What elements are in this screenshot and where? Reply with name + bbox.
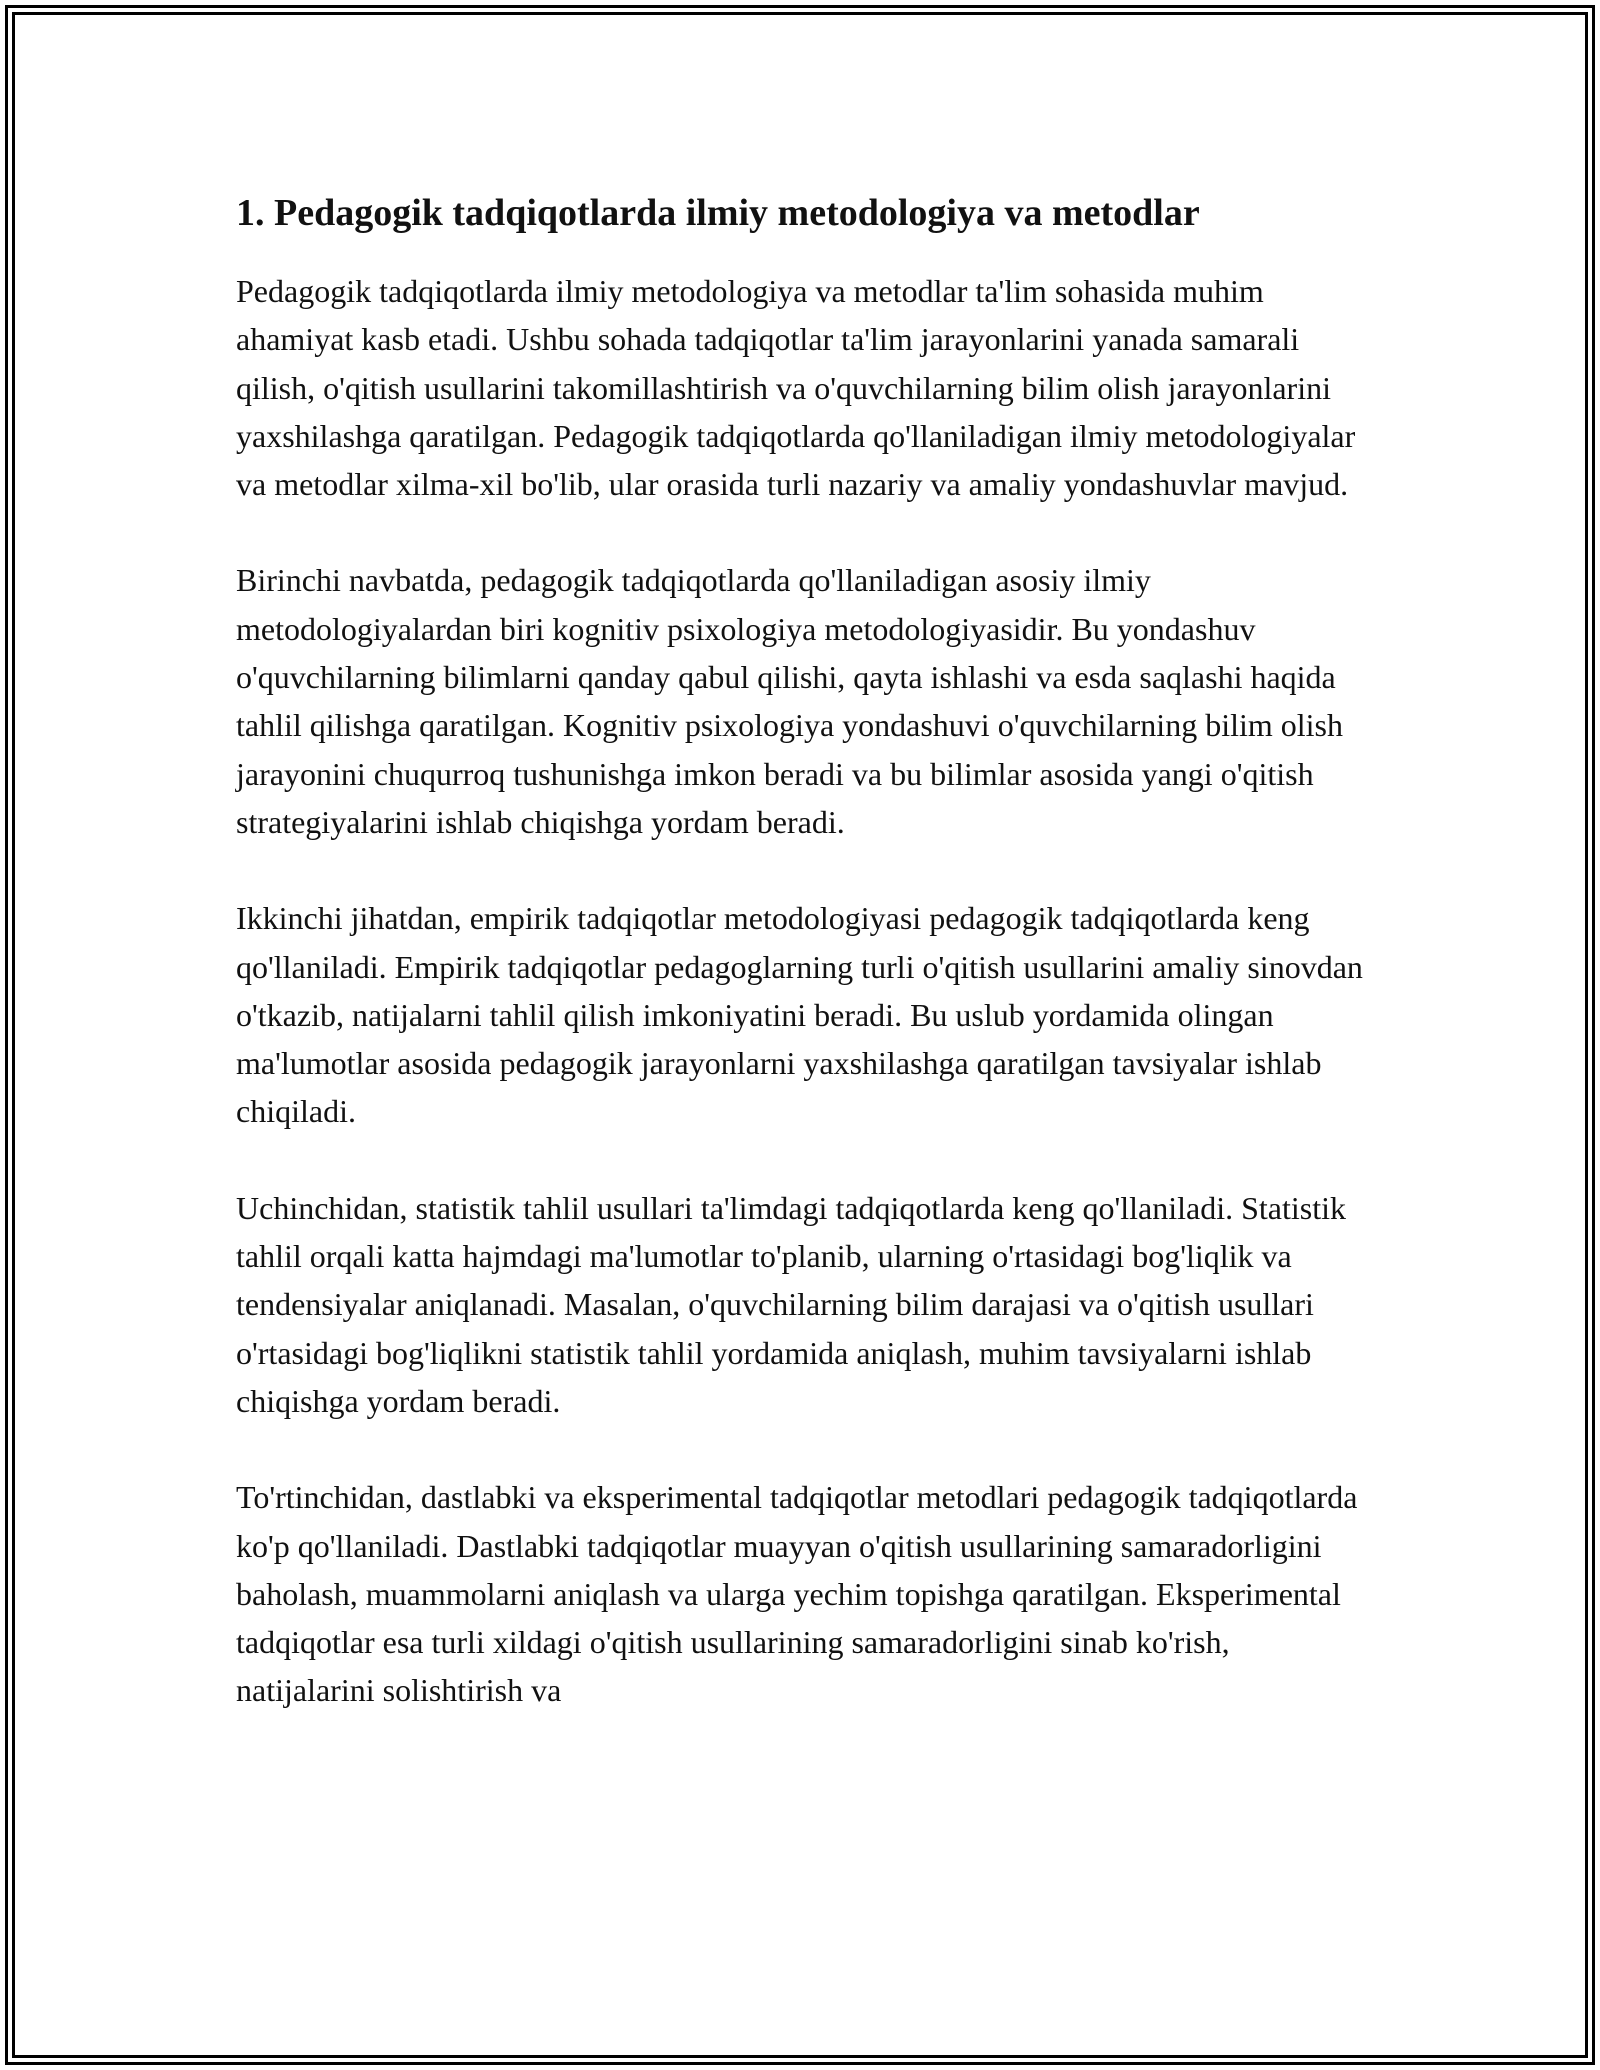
document-body [236,185,1366,1715]
paragraph-cognitive-psychology: Birinchi navbatda, pedagogik tadqiqotlarda qo'llaniladigan asosiy ilmiy metodologiyalardan biri kognitiv psixologiya metodologiyasidir. Bu yondashuv o'quvchilarning bilimlarni qanday qabul qilishi, qayta ishlashi va esda saqlashi haqida tahlil qilishga qaratilgan. Kognitiv psixologiya yondashuvi o'quvchilarning bilim olish jarayonini chuqurroq tushunishga imkon beradi va bu bilimlar asosida yangi o'qitish strategiyalarini ishlab chiqishga yordam beradi. [236,562,1343,840]
section-heading: 1. Pedagogik tadqiqotlarda ilmiy metodologiya va metodlar [236,192,1200,234]
paragraph-statistical-analysis: Uchinchidan, statistik tahlil usullari ta'limdagi tadqiqotlarda keng qo'llaniladi. Statistik tahlil orqali katta hajmdagi ma'lumotlar to'planib, ularning o'rtasidagi bog'liqlik va tendensiyalar aniqlanadi. Masalan, o'quvchilarning bilim darajasi va o'qitish usullari o'rtasidagi bog'liqlikni statistik tahlil yordamida aniqlash, muhim tavsiyalarni ishlab chiqishga yordam beradi. [236,1189,1346,1419]
paragraph-experimental-research: To'rtinchidan, dastlabki va eksperimental tadqiqotlar metodlari pedagogik tadqiqotlarda ko'p qo'llaniladi. Dastlabki tadqiqotlar muayyan o'qitish usullarining samaradorligini baholash, muammolarni aniqlash va ularga yechim topishga qaratilgan. Eksperimental tadqiqotlar esa turli xildagi o'qitish usullarining samaradorligini sinab ko'rish, natijalarini solishtirish va [236,1479,1358,1709]
paragraph-empirical-research: Ikkinchi jihatdan, empirik tadqiqotlar metodologiyasi pedagogik tadqiqotlarda keng qo'llaniladi. Empirik tadqiqotlar pedagoglarning turli o'qitish usullarini amaliy sinovdan o'tkazib, natijalarni tahlil qilish imkoniyatini beradi. Bu uslub yordamida olingan ma'lumotlar asosida pedagogik jarayonlarni yaxshilashga qaratilgan tavsiyalar ishlab chiqiladi. [236,900,1363,1130]
paragraph-intro: Pedagogik tadqiqotlarda ilmiy metodologiya va metodlar ta'lim sohasida muhim ahamiyat kasb etadi. Ushbu sohada tadqiqotlar ta'lim jarayonlarini yanada samarali qilish, o'qitish usullarini takomillashtirish va o'quvchilarning bilim olish jarayonlarini yaxshilashga qaratilgan. Pedagogik tadqiqotlarda qo'llaniladigan ilmiy metodologiyalar va metodlar xilma-xil bo'lib, ular orasida turli nazariy va amaliy yondashuvlar mavjud. [236,273,1356,503]
